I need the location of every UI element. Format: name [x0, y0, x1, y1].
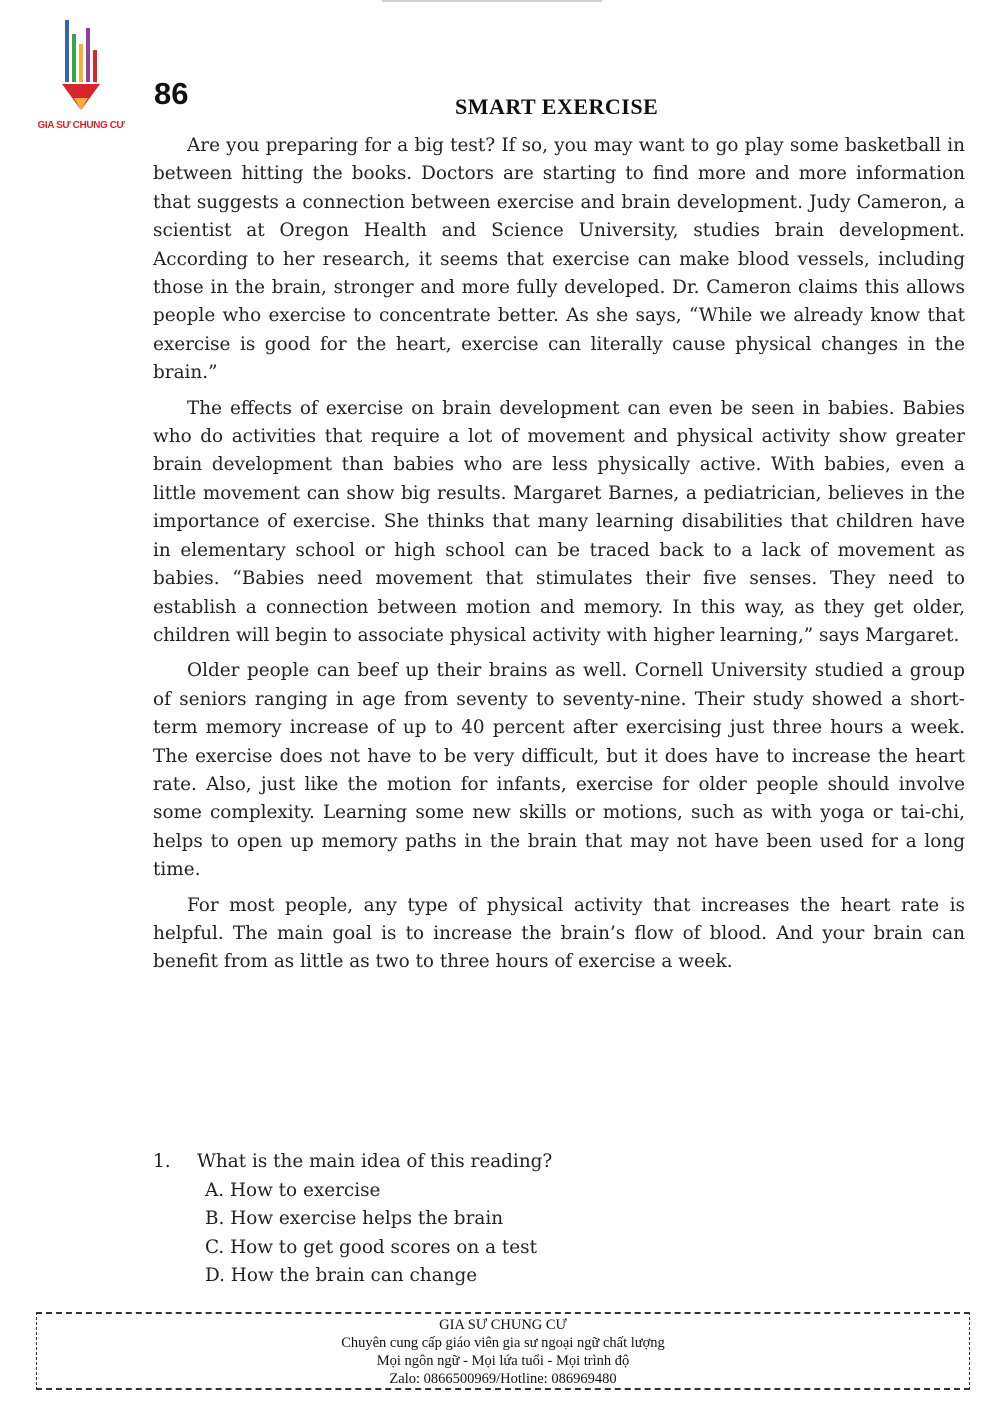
- footer-contact-box: [36, 1312, 970, 1390]
- footer-brand: GIA SƯ CHUNG CƯ: [439, 1317, 567, 1333]
- page-number: 86: [154, 76, 189, 111]
- question-number: 1.: [153, 1151, 171, 1172]
- question-1: [153, 1148, 965, 1291]
- footer-subtagline: Mọi ngôn ngữ - Mọi lứa tuổi - Mọi trình độ: [376, 1353, 630, 1369]
- logo-bar: [79, 44, 83, 82]
- answer-option-a[interactable]: A. How to exercise: [205, 1179, 381, 1201]
- answer-option-b[interactable]: B. How exercise helps the brain: [205, 1208, 504, 1230]
- footer-contact: Zalo: 0866500969/Hotline: 086969480: [389, 1371, 617, 1387]
- paragraph: Older people can beef up their brains as well. Cornell University studied a group of seniors ranging in age from seventy to seventy-nine. Their study showed a short-term memory increase of up to 40 percent after exercising just three hours a week. The exercise does not have to be very difficult, but it does have to increase the heart rate. Also, just like the motion for infants, exercise for older people should involve some complexity. Learning some new skills or motions, such as with yoga or tai-chi, helps to open up memory paths in the brain that may not have been used for a long time.: [153, 660, 965, 881]
- logo-bar: [65, 20, 69, 82]
- paragraph: For most people, any type of physical activity that increases the heart rate is helpful. The main goal is to increase the brain’s flow of blood. And your brain can benefit from as little as two to three hours of exercise a week.: [153, 894, 965, 973]
- answer-options: [205, 1177, 965, 1291]
- logo-bar: [86, 28, 90, 82]
- answer-option-c[interactable]: C. How to get good scores on a test: [205, 1236, 537, 1258]
- page-title: SMART EXERCISE: [455, 94, 659, 119]
- logo-bar: [93, 50, 97, 82]
- question-text: What is the main idea of this reading?: [197, 1151, 553, 1172]
- paragraph: Are you preparing for a big test? If so, you may want to go play some basketball in between hitting the books. Doctors are starting to find more and more information that suggests a connection between exercise and brain development. Judy Cameron, a scientist at Oregon Health and Science University, studies brain development. According to her research, it seems that exercise can make blood vessels, including those in the brain, stronger and more fully developed. Dr. Cameron claims this allows people who exercise to concentrate better. As she says, “While we already know that exercise is good for the heart, exercise can literally cause physical changes in the brain.”: [153, 135, 965, 384]
- reading-passage: [153, 132, 965, 984]
- logo: [18, 14, 136, 134]
- logo-pencil-point: [74, 98, 88, 110]
- question-stem: [153, 1148, 965, 1177]
- answer-option-d[interactable]: D. How the brain can change: [205, 1265, 478, 1287]
- logo-text: GIA SƯ CHUNG CƯ: [37, 120, 125, 131]
- scan-edge-line: [382, 0, 602, 2]
- logo-bar: [72, 34, 76, 82]
- pencil-logo-icon: [18, 14, 136, 118]
- paragraph: The effects of exercise on brain development can even be seen in babies. Babies who do activities that require a lot of movement and physical activity show greater brain development than babies who are less physically active. With babies, even a little movement can show big results. Margaret Barnes, a pediatrician, believes in the importance of exercise. She thinks that many learning disabilities that children have in elementary school or high school can be traced back to a lack of movement as babies. “Babies need movement that stimulates their five senses. They need to establish a connection between motion and memory. In this way, as they get older, children will begin to associate physical activity with higher learning,” says Margaret.: [153, 397, 965, 646]
- footer-tagline: Chuyên cung cấp giáo viên gia sư ngoại ngữ chất lượng: [341, 1335, 665, 1351]
